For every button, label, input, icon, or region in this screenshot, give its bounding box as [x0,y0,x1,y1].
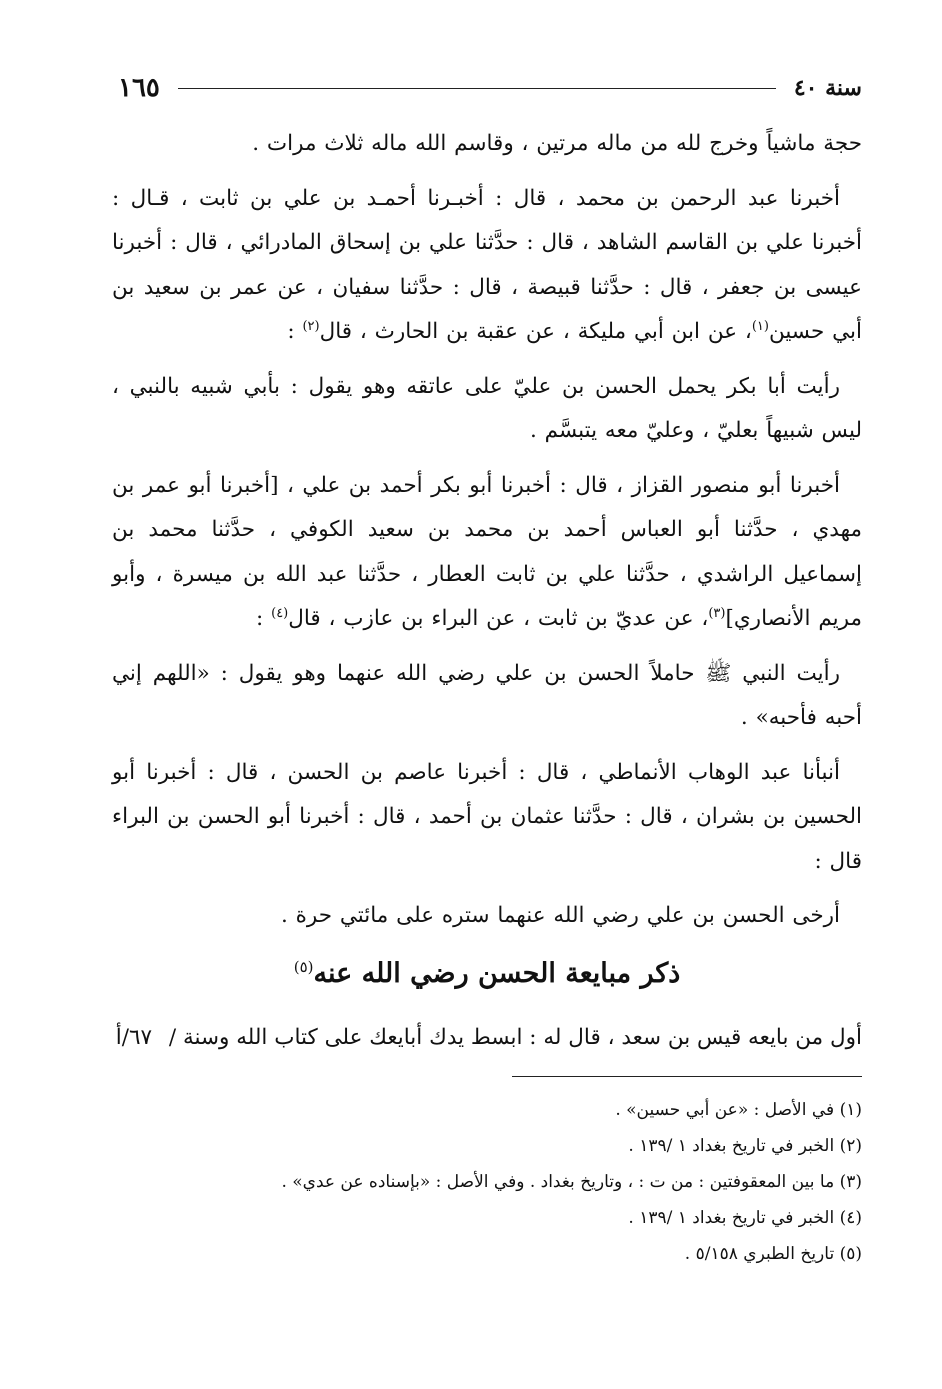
paragraph [112,177,862,355]
page-number: ١٦٥ [118,73,160,103]
paragraph [112,365,862,454]
running-header [118,68,862,108]
footnote-ref: (٤) [271,605,289,621]
paragraph [112,751,862,885]
paragraph-text: رأيت أبا بكر يحمل الحسن بن عليّ على عاتقه وهو يقول : بأبي شبيه بالنبي ، ليس شبيهاً بعليّ ، وعليّ معه يتبسَّم . [112,373,862,443]
header-rule [178,88,776,89]
section-heading-text: ذكر مبايعة الحسن رضي الله عنه [313,958,681,989]
section-heading-note-ref: (٥) [293,958,314,976]
footnote: (٣) ما بين المعقوفتين : من ت : ، وتاريخ بغداد . وفي الأصل : «بإسناده عن عدي» . [281,1172,862,1192]
footnote-ref: (١) [751,318,769,334]
footnote: (٢) الخبر في تاريخ بغداد ١ /١٣٩ . [628,1136,862,1156]
paragraph [112,122,862,167]
main-text [112,122,862,949]
paragraph-text: أرخى الحسن بن علي رضي الله عنهما ستره على مائتي حرة . [280,903,840,928]
paragraph-text: رأيت النبي ﷺ حاملاً الحسن بن علي رضي الله عنهما وهو يقول : «اللهم إني أحبه فأحبه» . [112,660,862,730]
paragraph [112,652,862,741]
continuation-line [60,1018,862,1058]
footnote: (١) في الأصل : «عن أبي حسين» . [615,1100,862,1120]
paragraph-text: : [256,606,272,631]
footnote-ref: (٣) [708,605,726,621]
section-heading [112,958,862,989]
footnotes [112,1092,862,1272]
paragraph-text: أخبرنا عبد الرحمن بن محمد ، قال : أخبـرنا أحمـد بن علي بن ثابت ، قـال : أخبرنا علي بن القاسم الشاهد ، قال : حدَّثنا علي بن إسحاق المادرائي ، قال : أخبرنا عيسى بن جعفر ، قال : حدَّثنا قبيصة ، قال : حدَّثنا سفيان ، عن عمر بن سعيد بن أبي حسين [112,185,862,344]
paragraph [112,464,862,642]
paragraph-text: أخبرنا أبو منصور القزاز ، قال : أخبرنا أبو بكر أحمد بن علي ، [أخبرنا أبو عمر بن مهدي ، حدَّثنا أبو العباس أحمد بن محمد بن سعيد الكوفي ، حدَّثنا محمد بن إسماعيل الراشدي ، حدَّثنا علي بن ثابت العطار ، حدَّثنا عبد الله بن ميسرة ، وأبو مريم الأنصاري] [112,472,862,631]
running-title-year: سنة ٤٠ [793,75,862,101]
continuation-text: أول من بايعه قيس بن سعد ، قال له : ابسط يدك أبايعك على كتاب الله وسنة / [168,1025,862,1050]
paragraph-text: ، عن ابن أبي مليكة ، عن عقبة بن الحارث ، قال [319,319,752,344]
paragraph-text: : [287,319,303,344]
paragraph-text: أنبأنا عبد الوهاب الأنماطي ، قال : أخبرنا عاصم بن الحسن ، قال : أخبرنا أبو الحسين بن بشران ، قال : حدَّثنا عثمان بن أحمد ، قال : أخبرنا أبو الحسن بن البراء قال : [112,759,862,874]
footnote: (٥) تاريخ الطبري ٥/١٥٨ . [684,1244,862,1264]
paragraph-text: حجة ماشياً وخرج لله من ماله مرتين ، وقاسم الله ماله ثلاث مرات . [252,131,862,156]
paragraph-text: ، عن عديّ بن ثابت ، عن البراء بن عازب ، قال [288,606,709,631]
footnote: (٤) الخبر في تاريخ بغداد ١ /١٣٩ . [628,1208,862,1228]
footnote-ref: (٢) [302,318,320,334]
manuscript-folio-marker: ٦٧/أ [115,1025,153,1050]
footnote-separator [512,1076,862,1077]
paragraph [112,894,862,939]
